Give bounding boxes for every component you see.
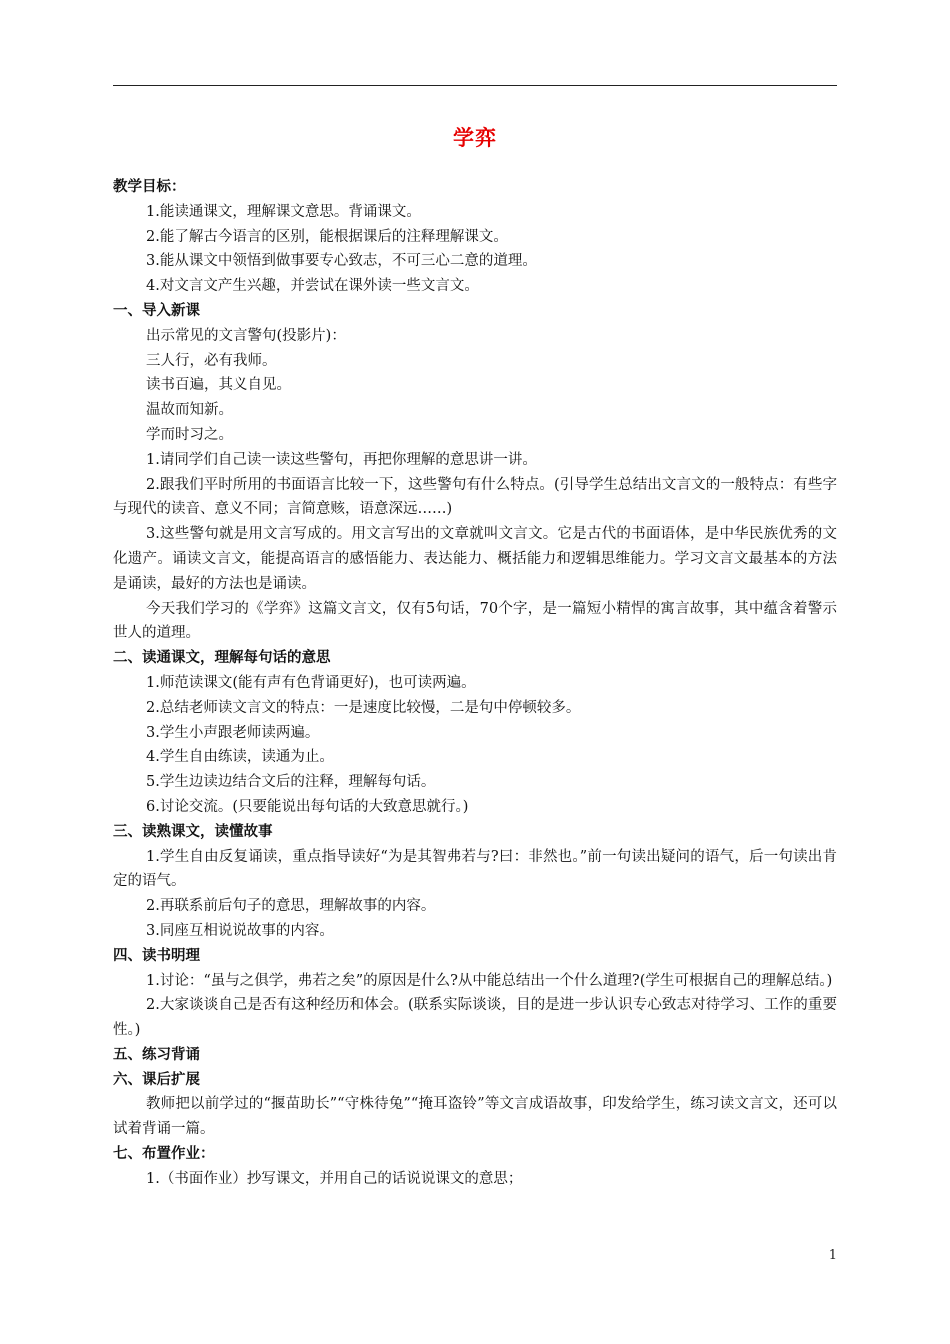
section3-item: 1.学生自由反复诵读，重点指导读好“为是其智弗若与?曰：非然也。”前一句读出疑问的语气，后一句读出肯定的语气。 [113, 848, 837, 890]
section1-paragraph: 读书百遍，其义自见。 [146, 377, 291, 394]
section1-paragraph: 2.跟我们平时所用的书面语言比较一下，这些警句有什么特点。(引导学生总结出文言文的一般特点：有些字与现代的读音、意义不同；言简意赅，语意深远……) [113, 476, 837, 518]
section2-item: 6.讨论交流。(只要能说出每句话的大致意思就行。) [146, 798, 469, 815]
objective-item: 2.能了解古今语言的区别，能根据课后的注释理解课文。 [146, 228, 508, 245]
section1-paragraph: 出示常见的文言警句(投影片)： [146, 327, 346, 344]
section1-paragraph: 3.这些警句就是用文言写成的。用文言写出的文章就叫文言文。它是古代的书面语体，是中华民族优秀的文化遗产。诵读文言文，能提高语言的感悟能力、表达能力、概括能力和逻辑思维能力。学习文言文最基本的方法是诵读，最好的方法也是诵读。 [113, 526, 837, 592]
section4-item: 2.大家谈谈自己是否有这种经历和体会。(联系实际谈谈，目的是进一步认识专心致志对待学习、工作的重要性。) [113, 997, 837, 1039]
document-body [113, 175, 837, 1192]
section2-item: 1.师范读课文(能有声有色背诵更好)，也可读两遍。 [146, 674, 476, 691]
section2-item: 2.总结老师读文言文的特点：一是速度比较慢，二是句中停顿较多。 [146, 699, 581, 716]
objective-item: 3.能从课文中领悟到做事要专心致志，不可三心二意的道理。 [146, 253, 537, 270]
objectives-heading: 教学目标： [113, 179, 186, 195]
section7-item: 1.（书面作业）抄写课文，并用自己的话说说课文的意思； [146, 1170, 523, 1187]
section2-item: 5.学生边读边结合文后的注释，理解每句话。 [146, 774, 436, 791]
section6-item: 教师把以前学过的“揠苗助长”“守株待兔”“掩耳盗铃”等文言成语故事，印发给学生，练习读文言文，还可以试着背诵一篇。 [113, 1096, 837, 1138]
section1-paragraph: 三人行，必有我师。 [146, 352, 277, 369]
section1-paragraph: 今天我们学习的《学弈》这篇文言文，仅有5句话，70个字，是一篇短小精悍的寓言故事，其中蕴含着警示世人的道理。 [113, 600, 837, 642]
section-heading-6: 六、课后扩展 [113, 1071, 200, 1088]
objective-item: 4.对文言文产生兴趣，并尝试在课外读一些文言文。 [146, 278, 479, 295]
section2-item: 4.学生自由练读，读通为止。 [146, 749, 334, 766]
section4-item: 1.讨论：“虽与之俱学，弗若之矣”的原因是什么?从中能总结出一个什么道理?(学生可根据自己的理解总结。) [146, 972, 833, 989]
section3-item: 2.再联系前后句子的意思，理解故事的内容。 [146, 898, 436, 915]
section1-paragraph: 温故而知新。 [146, 402, 233, 419]
section1-paragraph: 1.请同学们自己读一读这些警句，再把你理解的意思讲一讲。 [146, 451, 537, 468]
page-title: 学弈 [453, 126, 497, 150]
section2-item: 3.学生小声跟老师读两遍。 [146, 724, 320, 741]
page-number: 1 [828, 1248, 837, 1263]
header-rule [113, 85, 837, 86]
section-heading-7: 七、布置作业： [113, 1146, 215, 1163]
section1-paragraph: 学而时习之。 [146, 426, 233, 443]
section-heading-1: 一、导入新课 [113, 302, 200, 319]
section-heading-2: 二、读通课文，理解每句话的意思 [113, 650, 331, 667]
section-heading-3: 三、读熟课文，读懂故事 [113, 823, 273, 840]
objective-item: 1.能读通课文，理解课文意思。背诵课文。 [146, 203, 421, 220]
section3-item: 3.同座互相说说故事的内容。 [146, 922, 334, 939]
section-heading-5: 五、练习背诵 [113, 1046, 200, 1063]
section-heading-4: 四、读书明理 [113, 947, 200, 964]
